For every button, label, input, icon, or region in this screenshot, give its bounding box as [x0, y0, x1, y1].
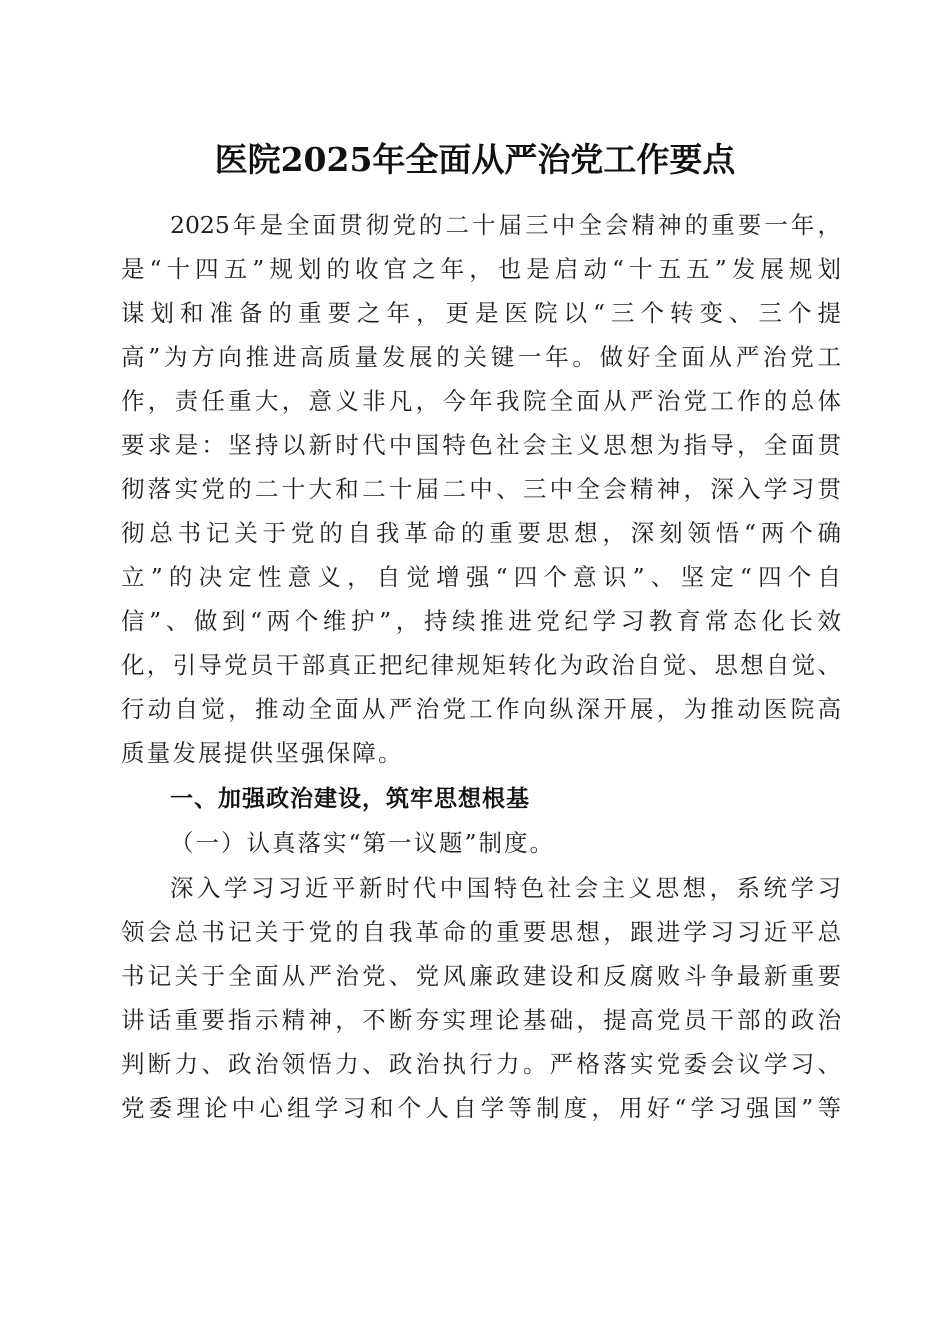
- paragraph-line: 行动自觉，推动全面从严治党工作向纵深开展，为推动医院高: [121, 695, 841, 723]
- paragraph-line: 书记关于全面从严治党、党风廉政建设和反腐败斗争最新重要: [121, 962, 841, 990]
- paragraph-line: 彻落实党的二十大和二十届二中、三中全会精神，深入学习贯: [121, 475, 841, 503]
- section-heading: 一、加强政治建设，筑牢思想根基: [170, 786, 530, 812]
- paragraph-line: 彻总书记关于党的自我革命的重要思想，深刻领悟“两个确: [121, 519, 841, 547]
- paragraph-line: 质量发展提供坚强保障。: [121, 739, 404, 767]
- paragraph-line: 立”的决定性意义，自觉增强“四个意识”、坚定“四个自: [121, 563, 841, 591]
- subsection-heading: （一）认真落实“第一议题”制度。: [170, 829, 556, 857]
- paragraph-line: 党委理论中心组学习和个人自学等制度，用好“学习强国”等: [121, 1094, 841, 1122]
- paragraph-line: 谋划和准备的重要之年，更是医院以“三个转变、三个提: [121, 299, 841, 327]
- paragraph-line: 领会总书记关于党的自我革命的重要思想，跟进学习习近平总: [121, 918, 841, 946]
- paragraph-line: 高”为方向推进高质量发展的关键一年。做好全面从严治党工: [121, 343, 841, 371]
- paragraph-line: 作，责任重大，意义非凡，今年我院全面从严治党工作的总体: [121, 387, 841, 415]
- paragraph-line: 讲话重要指示精神，不断夯实理论基础，提高党员干部的政治: [121, 1006, 841, 1034]
- paragraph-line: 是“十四五”规划的收官之年，也是启动“十五五”发展规划: [121, 255, 841, 283]
- paragraph-line: 信”、做到“两个维护”，持续推进党纪学习教育常态化长效: [121, 607, 841, 635]
- paragraph-line: 2025年是全面贯彻党的二十届三中全会精神的重要一年，: [170, 211, 841, 239]
- paragraph-line: 化，引导党员干部真正把纪律规矩转化为政治自觉、思想自觉、: [121, 651, 841, 679]
- document-title: 医院2025年全面从严治党工作要点: [214, 140, 736, 179]
- paragraph-line: 判断力、政治领悟力、政治执行力。严格落实党委会议学习、: [121, 1050, 841, 1078]
- paragraph-line: 深入学习习近平新时代中国特色社会主义思想，系统学习: [170, 874, 841, 902]
- paragraph-line: 要求是：坚持以新时代中国特色社会主义思想为指导，全面贯: [121, 431, 841, 459]
